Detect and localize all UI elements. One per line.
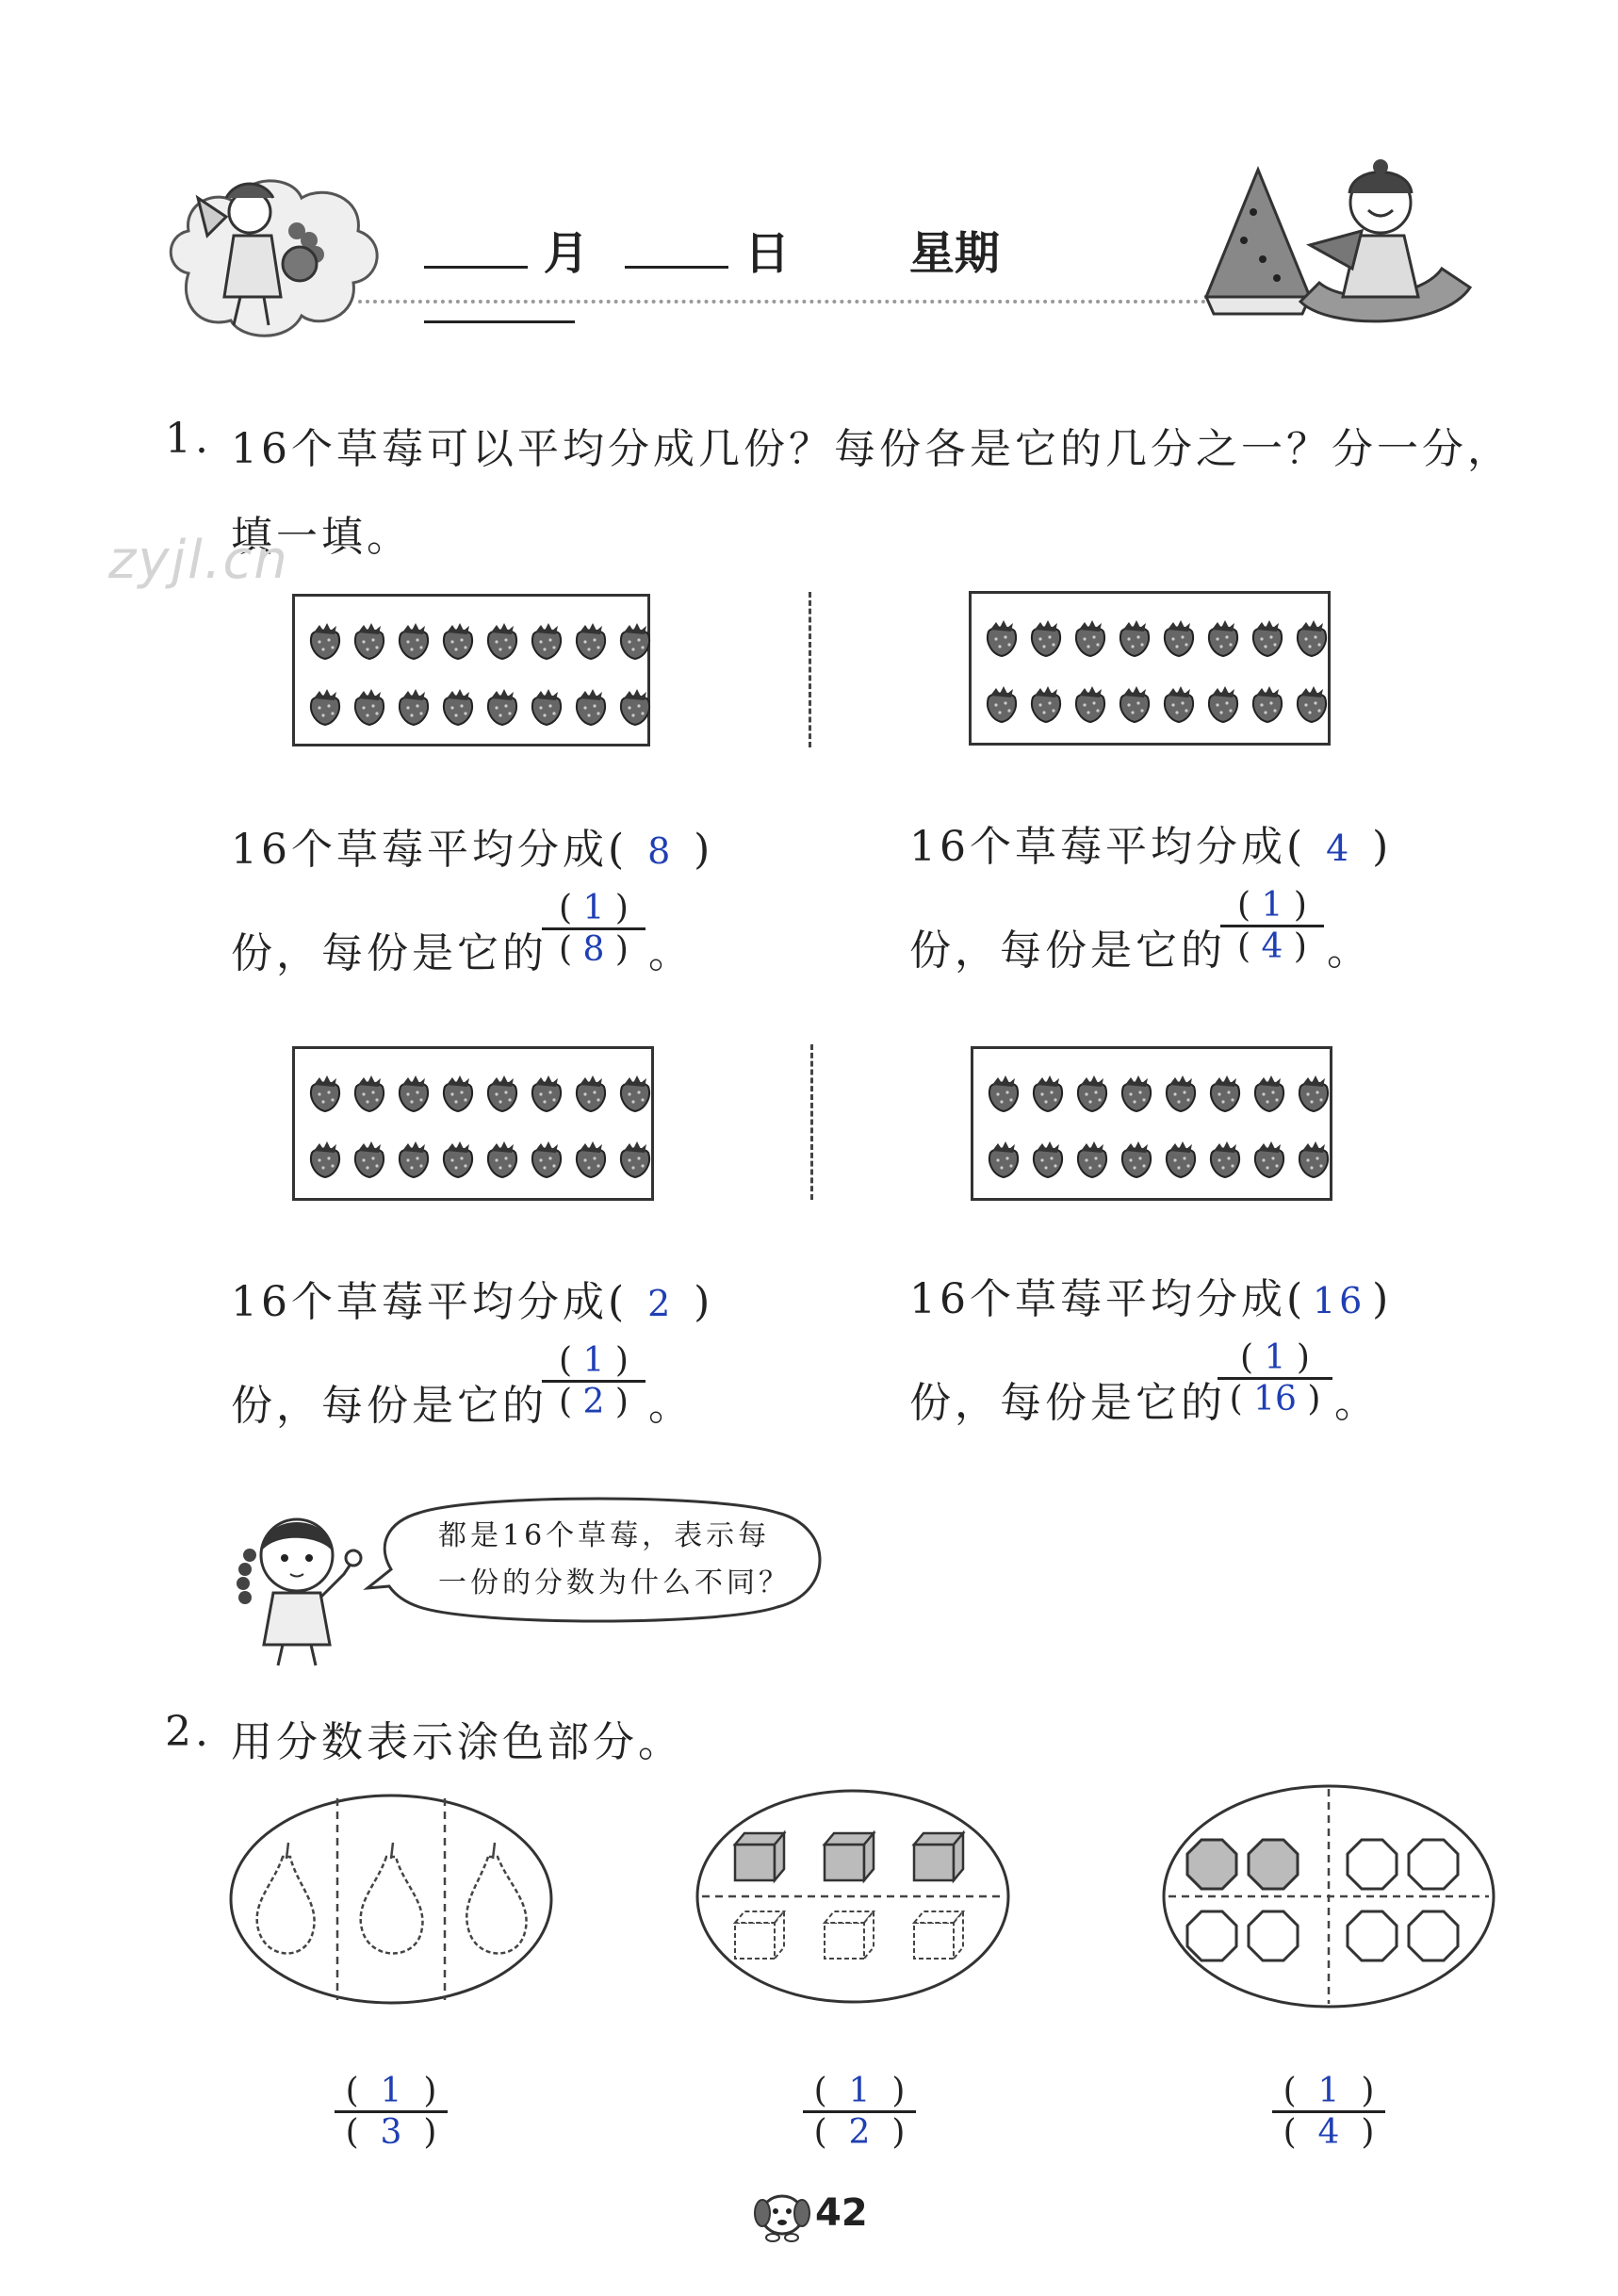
strawberry-box-bottom-left [292, 1046, 654, 1201]
panel-a-sentence-text: 16个草莓平均分成( [231, 826, 629, 874]
panel-a-numerator-row: ( 1 ) [559, 889, 629, 927]
panel-a-parts-answer[interactable]: 8 [647, 830, 675, 872]
weekday-label: 星期 [908, 227, 1000, 280]
strawberry-icon [1162, 1074, 1201, 1128]
q2-answer-3-denominator-row: ( 4 ) [1283, 2113, 1375, 2152]
q2-prompt: 用分数表示涂色部分。 [231, 1718, 683, 1766]
strawberry-icon [351, 687, 390, 742]
divider-top [809, 592, 811, 747]
panel-a-period: 。 [648, 929, 694, 977]
strawberry-icon [395, 621, 434, 676]
q2-answer-3-denominator[interactable]: 4 [1317, 2113, 1340, 2152]
q2-answer-2 [803, 2072, 916, 2152]
panel-d-fraction [1218, 1338, 1332, 1419]
girl-illustration [226, 1503, 368, 1668]
header-right-illustration [1187, 156, 1479, 330]
panel-b-sentence-text: 16个草莓平均分成( [909, 823, 1307, 871]
strawberry-icon [1116, 618, 1155, 673]
panel-d-denominator-row: ( 16 ) [1229, 1380, 1321, 1419]
month-blank[interactable] [424, 228, 528, 269]
q2-answer-1-numerator-row: ( 1 ) [345, 2072, 437, 2110]
panel-b-denominator-row: ( 4 ) [1237, 927, 1307, 966]
panel-b-fraction [1220, 886, 1324, 966]
strawberry-icon [351, 1140, 390, 1194]
strawberry-icon [1071, 684, 1111, 739]
q1-prompt-line2: 填一填。 [231, 513, 412, 561]
page-number: 42 [815, 2191, 868, 2235]
strawberry-icon [572, 621, 612, 676]
pear-ellipse [226, 1791, 556, 2008]
month-label: 月 [543, 227, 589, 280]
strawberry-icon [306, 1074, 346, 1128]
strawberry-icon [983, 684, 1022, 739]
divider-bottom [810, 1044, 813, 1200]
strawberry-icon [1073, 1140, 1113, 1194]
panel-a-sentence-2: 份，每份是它的 [231, 929, 548, 977]
strawberry-icon [483, 621, 523, 676]
panel-b-close-paren: ) [1372, 823, 1393, 871]
q2-answer-1 [335, 2072, 448, 2152]
panel-c-denominator-row: ( 2 ) [559, 1383, 629, 1421]
header-left-illustration [160, 160, 386, 344]
strawberry-icon [1293, 618, 1332, 673]
strawberry-icon [439, 687, 479, 742]
strawberry-icon [528, 1074, 567, 1128]
panel-c-sentence-text: 16个草莓平均分成( [231, 1278, 629, 1326]
panel-c-numerator-row: ( 1 ) [559, 1341, 629, 1380]
strawberry-icon [1250, 1074, 1290, 1128]
strawberry-icon [1071, 618, 1111, 673]
date-line [424, 217, 1140, 280]
unshaded-cubes [735, 1911, 963, 1959]
strawberry-icon [572, 1074, 612, 1128]
strawberry-icon [1160, 618, 1200, 673]
strawberry-icon [395, 687, 434, 742]
q2-answer-3-numerator-row: ( 1 ) [1283, 2072, 1375, 2110]
panel-d-sentence-2: 份，每份是它的 [909, 1379, 1226, 1427]
panel-a-fraction [542, 889, 646, 969]
puppy-icon [749, 2187, 815, 2243]
strawberry-icon [483, 1074, 523, 1128]
strawberry-icon [1073, 1074, 1113, 1128]
panel-c-parts-answer[interactable]: 2 [647, 1283, 675, 1324]
panel-b-parts-answer[interactable]: 4 [1326, 828, 1353, 869]
day-blank[interactable] [625, 228, 728, 269]
strawberry-icon [395, 1140, 434, 1194]
speech-bubble [363, 1494, 834, 1626]
strawberry-icon [483, 687, 523, 742]
strawberry-icon [1162, 1140, 1201, 1194]
q2-answer-1-denominator-row: ( 3 ) [345, 2113, 437, 2152]
strawberry-icon [616, 687, 656, 742]
strawberry-icon [483, 1140, 523, 1194]
q2-answer-3 [1272, 2072, 1385, 2152]
panel-a-denominator[interactable]: 8 [582, 930, 605, 969]
strawberry-icon [985, 1074, 1024, 1128]
panel-a-denominator-row: ( 8 ) [559, 930, 629, 969]
panel-a-sentence [231, 815, 713, 876]
panel-d-sentence [909, 1265, 1392, 1325]
strawberry-icon [1250, 1140, 1290, 1194]
q2-answer-2-denominator[interactable]: 2 [848, 2113, 871, 2152]
strawberry-icon [351, 621, 390, 676]
watermark: zyjl.cn [108, 530, 289, 591]
cube-ellipse [693, 1786, 1013, 2008]
strawberry-icon [572, 1140, 612, 1194]
strawberry-icon [616, 1140, 656, 1194]
panel-c-close-paren: ) [694, 1278, 714, 1326]
strawberry-icon [1029, 1140, 1069, 1194]
strawberry-icon [439, 1074, 479, 1128]
strawberry-icon [1118, 1074, 1157, 1128]
panel-d-numerator[interactable]: 1 [1264, 1338, 1286, 1377]
panel-c-fraction [542, 1341, 646, 1421]
day-label: 日 [744, 227, 791, 280]
strawberry-icon [1027, 684, 1067, 739]
panel-a-numerator[interactable]: 1 [582, 889, 605, 927]
strawberry-icon [439, 621, 479, 676]
strawberry-icon [1206, 1074, 1246, 1128]
q2-answer-2-denominator-row: ( 2 ) [813, 2113, 906, 2152]
speech-bubble-line1: 都是16个草莓，表示每 [438, 1519, 771, 1552]
panel-b-denominator[interactable]: 4 [1261, 927, 1283, 966]
strawberry-icon [985, 1140, 1024, 1194]
strawberry-icon [616, 621, 656, 676]
strawberry-icon [983, 618, 1022, 673]
strawberry-icon [1293, 684, 1332, 739]
q2-answer-2-numerator[interactable]: 1 [848, 2072, 871, 2110]
q2-number: 2. [165, 1708, 212, 1756]
panel-b-sentence-2: 份，每份是它的 [909, 927, 1226, 975]
strawberry-icon [616, 1074, 656, 1128]
strawberry-icon [306, 1140, 346, 1194]
strawberry-icon [1204, 684, 1244, 739]
q2-answer-3-numerator[interactable]: 1 [1317, 2072, 1340, 2110]
panel-c-sentence-2: 份，每份是它的 [231, 1382, 548, 1430]
panel-d-sentence-text: 16个草莓平均分成( [909, 1275, 1307, 1323]
panel-b-numerator-row: ( 1 ) [1237, 886, 1307, 925]
strawberry-icon [439, 1140, 479, 1194]
panel-b-sentence [909, 812, 1392, 873]
strawberry-icon [1029, 1074, 1069, 1128]
strawberry-icon [1249, 684, 1288, 739]
strawberry-icon [1116, 684, 1155, 739]
q1-prompt-line1: 16个草莓可以平均分成几份？每份各是它的几分之一？分一分， [231, 425, 1512, 473]
panel-c-period: 。 [648, 1382, 694, 1430]
panel-b-period: 。 [1327, 927, 1372, 975]
strawberry-icon [1295, 1074, 1334, 1128]
strawberry-icon [1206, 1140, 1246, 1194]
strawberry-box-top-left [292, 594, 650, 746]
panel-d-close-paren: ) [1372, 1275, 1393, 1323]
panel-c-sentence [231, 1268, 713, 1328]
strawberry-icon [528, 621, 567, 676]
strawberry-box-bottom-right [971, 1046, 1332, 1201]
strawberry-icon [1295, 1140, 1334, 1194]
strawberry-icon [528, 1140, 567, 1194]
q2-answer-1-numerator[interactable]: 1 [380, 2072, 402, 2110]
shaded-cubes [735, 1833, 963, 1880]
strawberry-icon [1249, 618, 1288, 673]
strawberry-icon [1160, 684, 1200, 739]
strawberry-icon [1204, 618, 1244, 673]
panel-d-denominator[interactable]: 16 [1253, 1380, 1297, 1419]
strawberry-icon [1027, 618, 1067, 673]
q1-number: 1. [165, 415, 212, 463]
panel-d-parts-answer[interactable]: 16 [1312, 1280, 1366, 1321]
q2-answer-2-numerator-row: ( 1 ) [813, 2072, 906, 2110]
strawberry-icon [572, 687, 612, 742]
panel-c-denominator[interactable]: 2 [582, 1383, 605, 1421]
q2-answer-1-denominator[interactable]: 3 [380, 2113, 402, 2152]
strawberry-icon [528, 687, 567, 742]
panel-b-numerator[interactable]: 1 [1261, 886, 1283, 925]
panel-a-close-paren: ) [694, 826, 714, 874]
panel-c-numerator[interactable]: 1 [582, 1341, 605, 1380]
strawberry-box-top-right [969, 591, 1331, 746]
speech-bubble-line2: 一份的分数为什么不同？ [438, 1566, 791, 1599]
header-dotted-rule [358, 300, 1206, 303]
strawberry-icon [395, 1074, 434, 1128]
strawberry-icon [306, 687, 346, 742]
strawberry-icon [306, 621, 346, 676]
panel-d-period: 。 [1334, 1379, 1380, 1427]
strawberry-icon [351, 1074, 390, 1128]
panel-d-numerator-row: ( 1 ) [1240, 1338, 1310, 1377]
strawberry-icon [1118, 1140, 1157, 1194]
octagon-ellipse [1159, 1781, 1498, 2012]
